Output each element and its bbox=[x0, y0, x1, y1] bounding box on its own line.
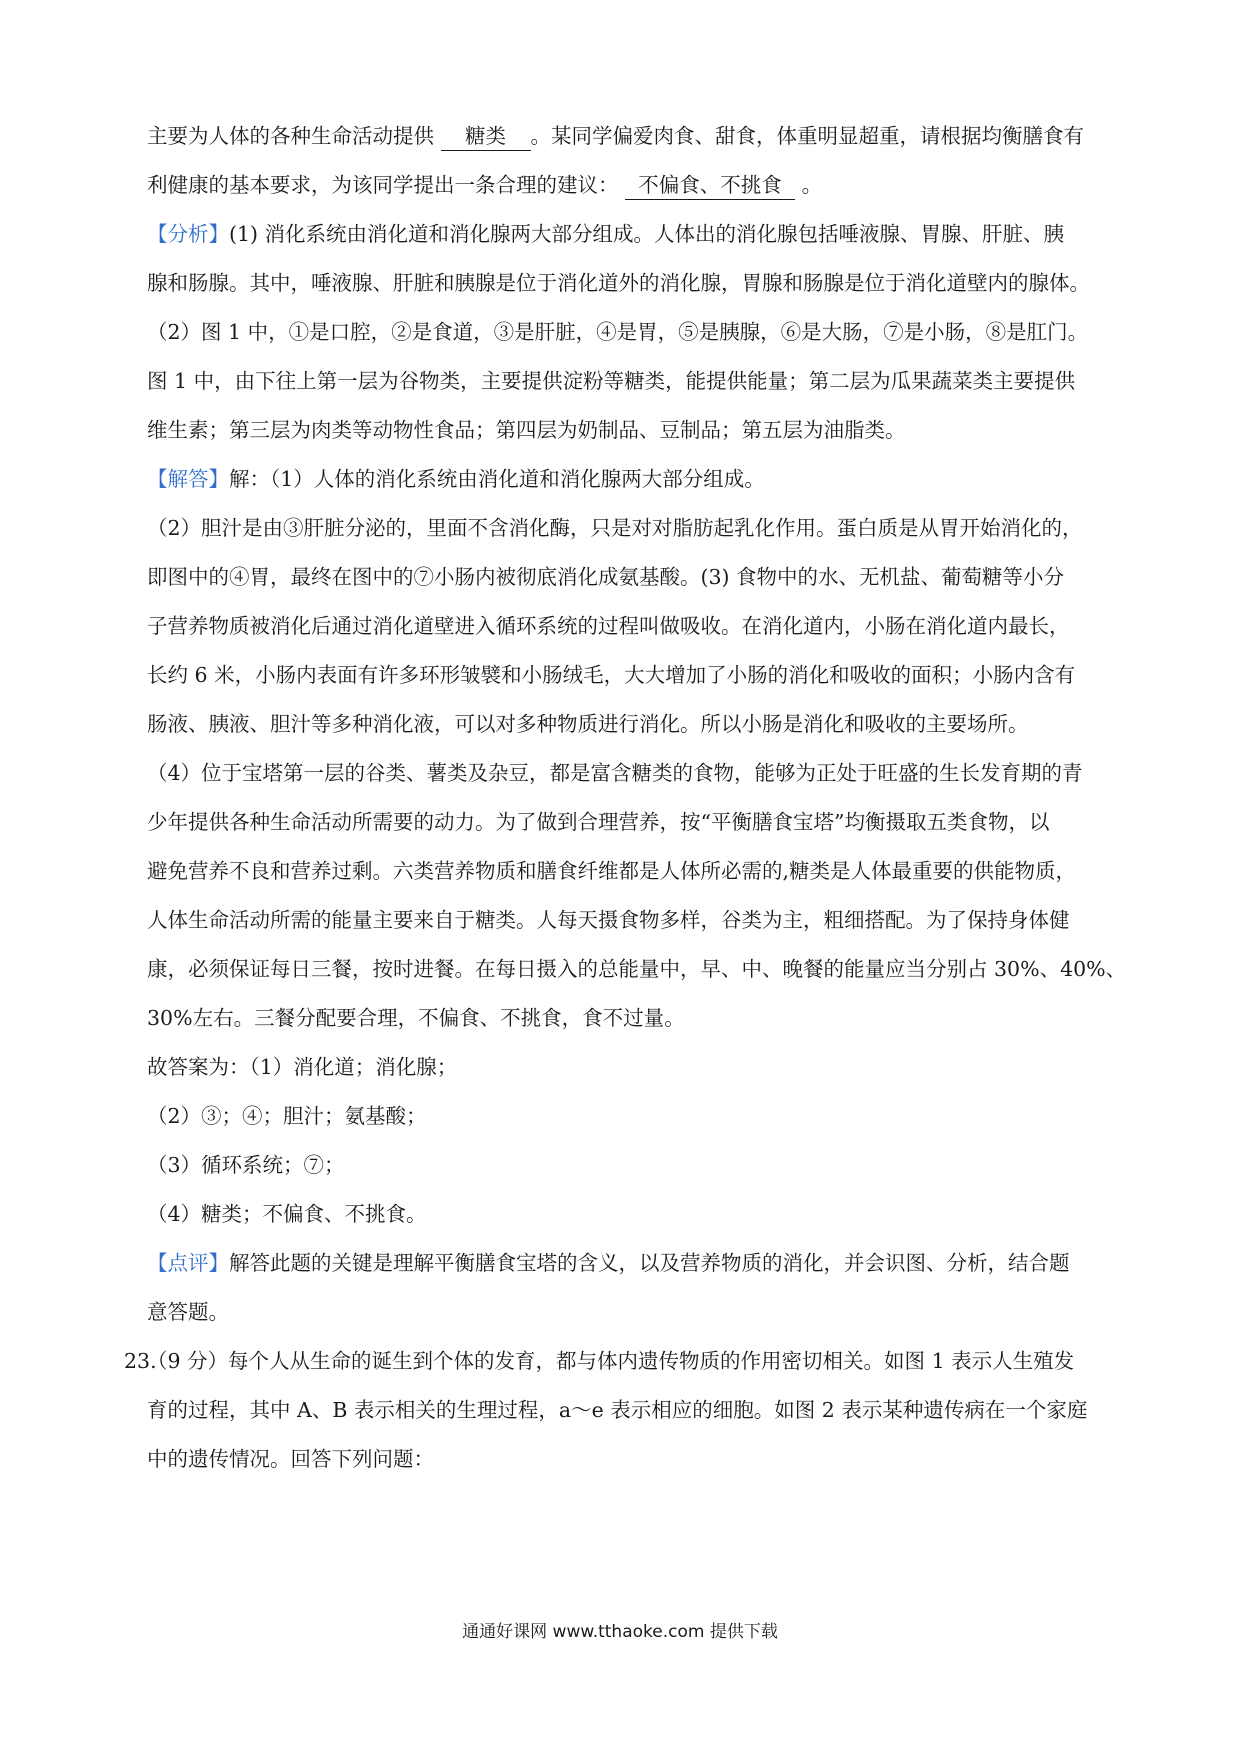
text-segment: （9 分）每个人从生命的诞生到个体的发育，都与体内遗传物质的作用密切相关。如图 1 表示人生殖发 bbox=[147, 1349, 1075, 1373]
text-segment: 。某同学偏爱肉食、甜食，体重明显超重，请根据均衡膳食有 bbox=[530, 124, 1085, 148]
text-line bbox=[147, 210, 1127, 259]
text-line: 少年提供各种生命活动所需要的动力。为了做到合理营养，按“平衡膳食宝塔”均衡摄取五类食物，以 bbox=[147, 810, 1050, 834]
text-segment: 解：（1）人体的消化系统由消化道和消化腺两大部分组成。 bbox=[229, 467, 765, 491]
page-footer: 通通好课网 www.tthaoke.com 提供下载 bbox=[462, 1622, 778, 1642]
solution-tag: 【解答】 bbox=[147, 467, 229, 491]
text-line: （2）胆汁是由③肝脏分泌的，里面不含消化酶，只是对对脂肪起乳化作用。蛋白质是从胃开始消化的， bbox=[147, 516, 1083, 540]
text-line: 30%左右。三餐分配要合理，不偏食、不挑食，食不过量。 bbox=[147, 1006, 685, 1030]
text-line: 故答案为：（1）消化道；消化腺； bbox=[147, 1055, 458, 1079]
text-line: 康，必须保证每日三餐，按时进餐。在每日摄入的总能量中，早、中、晚餐的能量应当分别占 30%、40%、 bbox=[147, 957, 1127, 981]
text-line: 肠液、胰液、胆汁等多种消化液，可以对多种物质进行消化。所以小肠是消化和吸收的主要场所。 bbox=[147, 712, 1029, 736]
text-line: 即图中的④胃，最终在图中的⑦小肠内被彻底消化成氨基酸。(3) 食物中的水、无机盐、葡萄糖等小分 bbox=[147, 565, 1065, 589]
text-line: 腺和肠腺。其中，唾液腺、肝脏和胰腺是位于消化道外的消化腺，胃腺和肠腺是位于消化道壁内的腺体。 bbox=[147, 271, 1090, 295]
question-23-line bbox=[124, 1337, 1127, 1386]
text-line bbox=[147, 455, 1127, 504]
text-line: 避免营养不良和营养过剩。六类营养物质和膳食纤维都是人体所必需的,糖类是人体最重要的供能物质， bbox=[147, 859, 1077, 883]
text-line bbox=[147, 161, 1127, 210]
document-body bbox=[124, 112, 1127, 1484]
text-segment: 利健康的基本要求，为该同学提出一条合理的建议： bbox=[147, 173, 619, 197]
text-line: （3）循环系统；⑦； bbox=[147, 1153, 345, 1177]
text-line: （2）③；④；胆汁；氨基酸； bbox=[147, 1104, 427, 1128]
text-segment: (1) 消化系统由消化道和消化腺两大部分组成。人体出的消化腺包括唾液腺、胃腺、肝脏、胰 bbox=[229, 222, 1065, 246]
text-line: （4）位于宝塔第一层的谷类、薯类及杂豆，都是富含糖类的食物，能够为正处于旺盛的生长发育期的青 bbox=[147, 761, 1083, 785]
answer-blank: 糖类 bbox=[441, 122, 531, 151]
text-line: 中的遗传情况。回答下列问题： bbox=[147, 1447, 434, 1471]
question-number: 23. bbox=[124, 1349, 157, 1373]
text-line bbox=[147, 112, 1127, 161]
comment-tag: 【点评】 bbox=[147, 1251, 229, 1275]
text-line: （4）糖类；不偏食、不挑食。 bbox=[147, 1202, 427, 1226]
text-segment: 主要为人体的各种生命活动提供 bbox=[147, 124, 434, 148]
text-line: 维生素；第三层为肉类等动物性食品；第四层为奶制品、豆制品；第五层为油脂类。 bbox=[147, 418, 906, 442]
text-line: 图 1 中，由下往上第一层为谷物类，主要提供淀粉等糖类，能提供能量；第二层为瓜果蔬菜类主要提供 bbox=[147, 369, 1076, 393]
text-segment: 解答此题的关键是理解平衡膳食宝塔的含义，以及营养物质的消化，并会识图、分析，结合题 bbox=[229, 1251, 1070, 1275]
text-line bbox=[147, 1239, 1127, 1288]
analysis-tag: 【分析】 bbox=[147, 222, 229, 246]
text-line: 长约 6 米，小肠内表面有许多环形皱襞和小肠绒毛，大大增加了小肠的消化和吸收的面积；小肠内含有 bbox=[147, 663, 1076, 687]
text-line: 子营养物质被消化后通过消化道壁进入循环系统的过程叫做吸收。在消化道内，小肠在消化道内最长， bbox=[147, 614, 1070, 638]
text-line: 人体生命活动所需的能量主要来自于糖类。人每天摄食物多样，谷类为主，粗细搭配。为了保持身体健 bbox=[147, 908, 1070, 932]
text-segment: 。 bbox=[801, 173, 823, 197]
answer-blank: 不偏食、不挑食 bbox=[625, 171, 795, 200]
text-line: 意答题。 bbox=[147, 1300, 229, 1324]
text-line: （2）图 1 中，①是口腔，②是食道，③是肝脏，④是胃，⑤是胰腺，⑥是大肠，⑦是小肠，⑧是肛门。 bbox=[147, 320, 1089, 344]
text-line: 育的过程，其中 A、B 表示相关的生理过程，a～e 表示相应的细胞。如图 2 表示某种遗传病在一个家庭 bbox=[147, 1398, 1088, 1422]
